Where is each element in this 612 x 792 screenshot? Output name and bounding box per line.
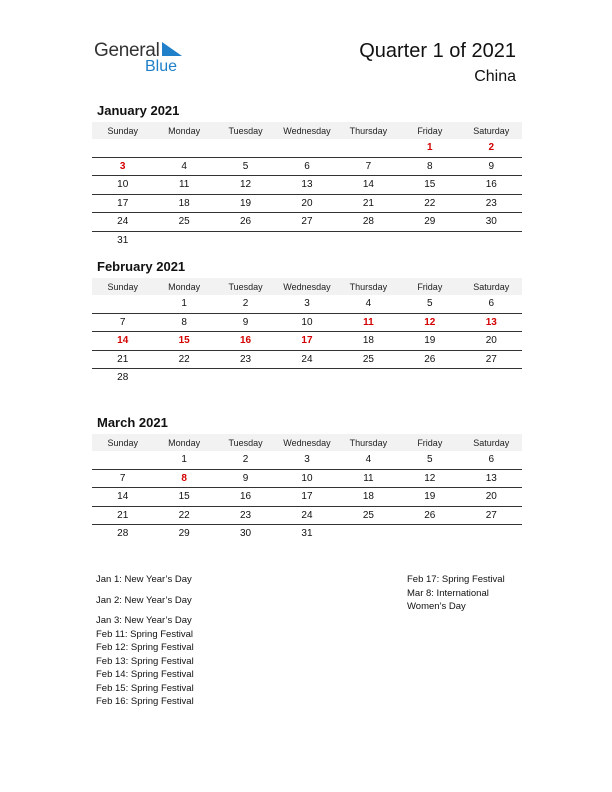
empty-day-cell — [399, 525, 460, 543]
day-cell: 19 — [399, 488, 460, 507]
day-cell: 28 — [338, 213, 399, 232]
day-cell: 14 — [338, 176, 399, 195]
empty-day-cell — [92, 295, 153, 313]
day-cell: 17 — [92, 194, 153, 213]
day-cell: 30 — [239, 528, 252, 540]
calendar-grid — [92, 122, 522, 249]
weekday-header: Monday — [153, 278, 214, 295]
weekday-header: Wednesday — [276, 278, 337, 295]
day-cell: 8 — [399, 157, 460, 176]
day-cell: 17 — [276, 488, 337, 507]
day-cell: 6 — [276, 157, 337, 176]
day-cell: 30 — [461, 213, 522, 232]
empty-day-cell — [215, 369, 276, 387]
day-cell: 23 — [215, 506, 276, 525]
empty-day-cell — [461, 231, 522, 249]
day-cell: 9 — [461, 157, 522, 176]
day-cell: 3 — [276, 295, 337, 313]
holiday-notes-right — [407, 573, 517, 614]
weekday-header: Saturday — [461, 278, 522, 295]
day-cell: 21 — [92, 350, 153, 369]
day-cell: 20 — [461, 488, 522, 507]
day-cell: 20 — [461, 332, 522, 351]
day-cell: 23 — [461, 194, 522, 213]
week-row — [92, 350, 522, 369]
weekday-header: Saturday — [461, 122, 522, 139]
day-cell: 4 — [338, 295, 399, 313]
empty-day-cell — [276, 231, 337, 249]
week-row — [92, 295, 522, 313]
empty-day-cell — [153, 231, 214, 249]
empty-day-cell — [338, 525, 399, 543]
empty-day-cell — [461, 525, 522, 543]
weekday-header: Wednesday — [276, 434, 337, 451]
brand-logo — [94, 40, 194, 80]
holiday-note: Jan 1: New Year’s Day — [96, 574, 192, 585]
day-cell: 6 — [461, 295, 522, 313]
holiday-note: Feb 15: Spring Festival — [96, 682, 194, 694]
day-cell: 31 — [301, 528, 313, 540]
day-cell: 16 — [215, 332, 276, 351]
week-row — [92, 506, 522, 525]
weekday-header: Friday — [399, 278, 460, 295]
weekday-header: Sunday — [92, 278, 153, 295]
day-cell: 3 — [276, 451, 337, 469]
day-cell: 27 — [461, 506, 522, 525]
week-row — [92, 157, 522, 176]
day-cell: 10 — [92, 176, 153, 195]
day-cell: 24 — [276, 506, 337, 525]
day-cell: 24 — [92, 213, 153, 232]
week-row — [92, 139, 522, 157]
week-row — [92, 451, 522, 469]
empty-day-cell — [461, 369, 522, 387]
holiday-note: Jan 2: New Year’s Day — [96, 594, 192, 606]
weekday-header: Friday — [399, 434, 460, 451]
day-cell: 4 — [153, 157, 214, 176]
weekday-header: Friday — [399, 122, 460, 139]
day-cell: 19 — [215, 194, 276, 213]
day-cell: 16 — [461, 176, 522, 195]
day-cell: 21 — [338, 194, 399, 213]
month-title: January 2021 — [97, 103, 180, 118]
day-cell: 12 — [399, 313, 460, 332]
weekday-header: Tuesday — [215, 122, 276, 139]
day-cell: 5 — [399, 451, 460, 469]
weekday-header: Tuesday — [215, 434, 276, 451]
week-row — [92, 488, 522, 507]
day-cell: 25 — [153, 213, 214, 232]
day-cell: 7 — [92, 469, 153, 488]
holiday-note: Feb 11: Spring Festival — [96, 628, 193, 640]
day-cell: 19 — [399, 332, 460, 351]
calendar-grid — [92, 278, 522, 387]
day-cell: 14 — [92, 332, 153, 351]
day-cell: 8 — [153, 313, 214, 332]
day-cell: 12 — [399, 469, 460, 488]
day-cell: 1 — [153, 451, 214, 469]
day-cell: 20 — [276, 194, 337, 213]
week-row — [92, 369, 522, 387]
empty-day-cell — [92, 451, 153, 469]
day-cell: 18 — [338, 488, 399, 507]
day-cell: 26 — [399, 506, 460, 525]
week-row — [92, 469, 522, 488]
day-cell: 18 — [153, 194, 214, 213]
empty-day-cell — [215, 231, 276, 249]
empty-day-cell — [276, 369, 337, 387]
empty-day-cell — [276, 139, 337, 157]
weekday-header: Thursday — [338, 122, 399, 139]
empty-day-cell — [338, 231, 399, 249]
day-cell: 7 — [92, 313, 153, 332]
empty-day-cell — [153, 369, 214, 387]
logo-text-blue: Blue — [145, 58, 178, 75]
day-cell: 3 — [92, 157, 153, 176]
month-title: February 2021 — [97, 259, 186, 274]
weekday-header: Thursday — [338, 278, 399, 295]
week-row — [92, 213, 522, 232]
day-cell: 2 — [215, 451, 276, 469]
week-row — [92, 525, 522, 543]
day-cell: 28 — [117, 372, 129, 384]
day-cell: 13 — [461, 469, 522, 488]
week-row — [92, 194, 522, 213]
day-cell: 18 — [338, 332, 399, 351]
empty-day-cell — [399, 369, 460, 387]
day-cell: 22 — [153, 506, 214, 525]
weekday-header: Monday — [153, 434, 214, 451]
day-cell: 9 — [215, 469, 276, 488]
day-cell: 8 — [153, 469, 214, 488]
day-cell: 27 — [461, 350, 522, 369]
day-cell: 13 — [276, 176, 337, 195]
week-row — [92, 176, 522, 195]
day-cell: 24 — [276, 350, 337, 369]
day-cell: 26 — [215, 213, 276, 232]
day-cell: 27 — [276, 213, 337, 232]
page-title: Quarter 1 of 2021 — [359, 40, 516, 62]
weekday-header: Tuesday — [215, 278, 276, 295]
weekday-header: Wednesday — [276, 122, 337, 139]
day-cell: 2 — [215, 295, 276, 313]
day-cell: 25 — [338, 350, 399, 369]
day-cell: 10 — [276, 469, 337, 488]
empty-day-cell — [399, 231, 460, 249]
day-cell: 15 — [153, 488, 214, 507]
day-cell: 12 — [215, 176, 276, 195]
day-cell: 23 — [215, 350, 276, 369]
day-cell: 1 — [153, 295, 214, 313]
weekday-header: Monday — [153, 122, 214, 139]
day-cell: 11 — [153, 176, 214, 195]
day-cell: 15 — [153, 332, 214, 351]
day-cell: 17 — [276, 332, 337, 351]
day-cell: 15 — [399, 176, 460, 195]
day-cell: 5 — [399, 295, 460, 313]
weekday-header: Saturday — [461, 434, 522, 451]
day-cell: 16 — [215, 488, 276, 507]
day-cell: 28 — [117, 528, 129, 540]
holiday-note: Feb 13: Spring Festival — [96, 655, 194, 667]
day-cell: 1 — [399, 139, 460, 157]
day-cell: 6 — [461, 451, 522, 469]
day-cell: 14 — [92, 488, 153, 507]
holiday-note: Jan 3: New Year’s Day — [96, 615, 192, 626]
empty-day-cell — [215, 139, 276, 157]
day-cell: 29 — [399, 213, 460, 232]
day-cell: 21 — [92, 506, 153, 525]
empty-day-cell — [153, 139, 214, 157]
holiday-note: Feb 16: Spring Festival — [96, 696, 194, 707]
holiday-note: Mar 8: International Women’s Day — [407, 587, 489, 612]
month-title: March 2021 — [97, 415, 168, 430]
day-cell: 4 — [338, 451, 399, 469]
weekday-header: Thursday — [338, 434, 399, 451]
day-cell: 7 — [338, 157, 399, 176]
weekday-header: Sunday — [92, 434, 153, 451]
day-cell: 29 — [178, 528, 190, 540]
empty-day-cell — [338, 369, 399, 387]
day-cell: 11 — [338, 313, 399, 332]
calendar-grid — [92, 434, 522, 543]
empty-day-cell — [338, 139, 399, 157]
week-row — [92, 231, 522, 249]
empty-day-cell — [92, 139, 153, 157]
country-subtitle: China — [474, 68, 516, 85]
day-cell: 13 — [461, 313, 522, 332]
holiday-note: Feb 17: Spring Festival — [407, 574, 505, 585]
day-cell: 25 — [338, 506, 399, 525]
week-row — [92, 313, 522, 332]
day-cell: 26 — [399, 350, 460, 369]
day-cell: 10 — [276, 313, 337, 332]
day-cell: 9 — [215, 313, 276, 332]
holiday-note: Feb 14: Spring Festival — [96, 669, 194, 680]
day-cell: 22 — [399, 194, 460, 213]
holiday-note: Feb 12: Spring Festival — [96, 642, 194, 653]
holiday-notes-left — [96, 573, 194, 709]
week-row — [92, 332, 522, 351]
day-cell: 2 — [461, 139, 522, 157]
day-cell: 5 — [215, 157, 276, 176]
day-cell: 11 — [338, 469, 399, 488]
weekday-header: Sunday — [92, 122, 153, 139]
logo-text-general: General — [94, 40, 160, 61]
day-cell: 31 — [117, 234, 129, 246]
day-cell: 22 — [153, 350, 214, 369]
logo-flag-icon — [162, 42, 182, 58]
